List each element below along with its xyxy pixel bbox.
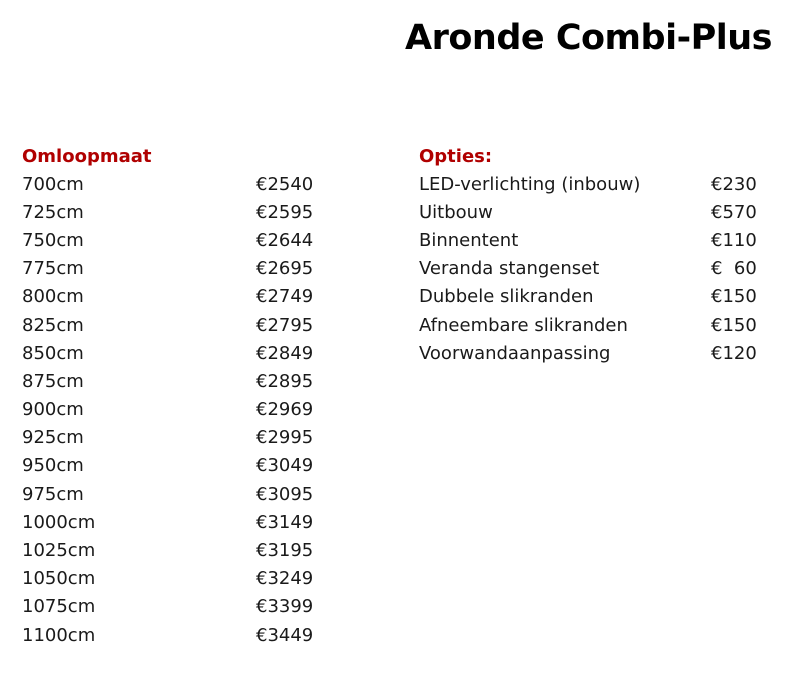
size-price: €3249 xyxy=(256,568,314,590)
size-row xyxy=(22,396,336,424)
size-row xyxy=(22,621,336,649)
option-label: Afneembare slikranden xyxy=(419,314,628,336)
size-row xyxy=(22,198,336,226)
size-price: €2644 xyxy=(256,229,314,251)
size-price: €3049 xyxy=(256,455,314,477)
size-row xyxy=(22,226,336,254)
option-row xyxy=(419,170,771,198)
option-row xyxy=(419,339,771,367)
size-row xyxy=(22,536,336,564)
size-label: 775cm xyxy=(22,258,84,280)
option-price: € 60 xyxy=(711,258,757,280)
size-list-heading: Omloopmaat xyxy=(22,146,152,167)
size-label: 1075cm xyxy=(22,596,96,618)
size-row xyxy=(22,452,336,480)
size-row xyxy=(22,283,336,311)
size-label: 1025cm xyxy=(22,540,96,562)
size-price: €2849 xyxy=(256,342,314,364)
size-label: 925cm xyxy=(22,427,84,449)
options-list-heading: Opties: xyxy=(419,146,493,167)
size-label: 1050cm xyxy=(22,568,96,590)
size-row xyxy=(22,255,336,283)
option-row xyxy=(419,283,771,311)
size-label: 800cm xyxy=(22,286,84,308)
option-row xyxy=(419,226,771,254)
size-price: €3149 xyxy=(256,511,314,533)
size-price: €2969 xyxy=(256,399,314,421)
size-row xyxy=(22,367,336,395)
option-label: Voorwandaanpassing xyxy=(419,342,611,364)
option-price: €150 xyxy=(711,314,757,336)
size-price: €2795 xyxy=(256,314,314,336)
option-price: €150 xyxy=(711,286,757,308)
size-label: 700cm xyxy=(22,173,84,195)
option-label: Binnentent xyxy=(419,229,519,251)
size-label: 1000cm xyxy=(22,511,96,533)
size-label: 875cm xyxy=(22,370,84,392)
size-price: €2995 xyxy=(256,427,314,449)
size-row xyxy=(22,170,336,198)
size-label: 750cm xyxy=(22,229,84,251)
size-price: €3095 xyxy=(256,483,314,505)
size-label: 950cm xyxy=(22,455,84,477)
option-label: LED-verlichting (inbouw) xyxy=(419,173,641,195)
size-label: 975cm xyxy=(22,483,84,505)
size-label: 825cm xyxy=(22,314,84,336)
size-price: €2895 xyxy=(256,370,314,392)
size-label: 1100cm xyxy=(22,624,96,646)
size-row xyxy=(22,424,336,452)
size-row xyxy=(22,339,336,367)
size-label: 900cm xyxy=(22,399,84,421)
option-row xyxy=(419,198,771,226)
size-row xyxy=(22,508,336,536)
option-label: Veranda stangenset xyxy=(419,258,600,280)
size-price: €2695 xyxy=(256,258,314,280)
size-price: €2595 xyxy=(256,201,314,223)
option-label: Dubbele slikranden xyxy=(419,286,594,308)
size-price-list xyxy=(22,144,336,649)
size-price: €3195 xyxy=(256,540,314,562)
size-row xyxy=(22,311,336,339)
size-price: €3449 xyxy=(256,624,314,646)
page-title: Aronde Combi-Plus xyxy=(405,18,772,58)
size-price: €3399 xyxy=(256,596,314,618)
size-row xyxy=(22,565,336,593)
size-row xyxy=(22,480,336,508)
size-rows xyxy=(22,170,336,649)
option-price: €570 xyxy=(711,201,757,223)
option-price: €120 xyxy=(711,342,757,364)
option-price: €110 xyxy=(711,229,757,251)
size-label: 725cm xyxy=(22,201,84,223)
option-price: €230 xyxy=(711,173,757,195)
option-row xyxy=(419,255,771,283)
option-rows xyxy=(419,170,771,367)
size-price: €2749 xyxy=(256,286,314,308)
option-label: Uitbouw xyxy=(419,201,493,223)
options-price-list xyxy=(419,144,771,367)
option-row xyxy=(419,311,771,339)
size-row xyxy=(22,593,336,621)
size-price: €2540 xyxy=(256,173,314,195)
size-label: 850cm xyxy=(22,342,84,364)
